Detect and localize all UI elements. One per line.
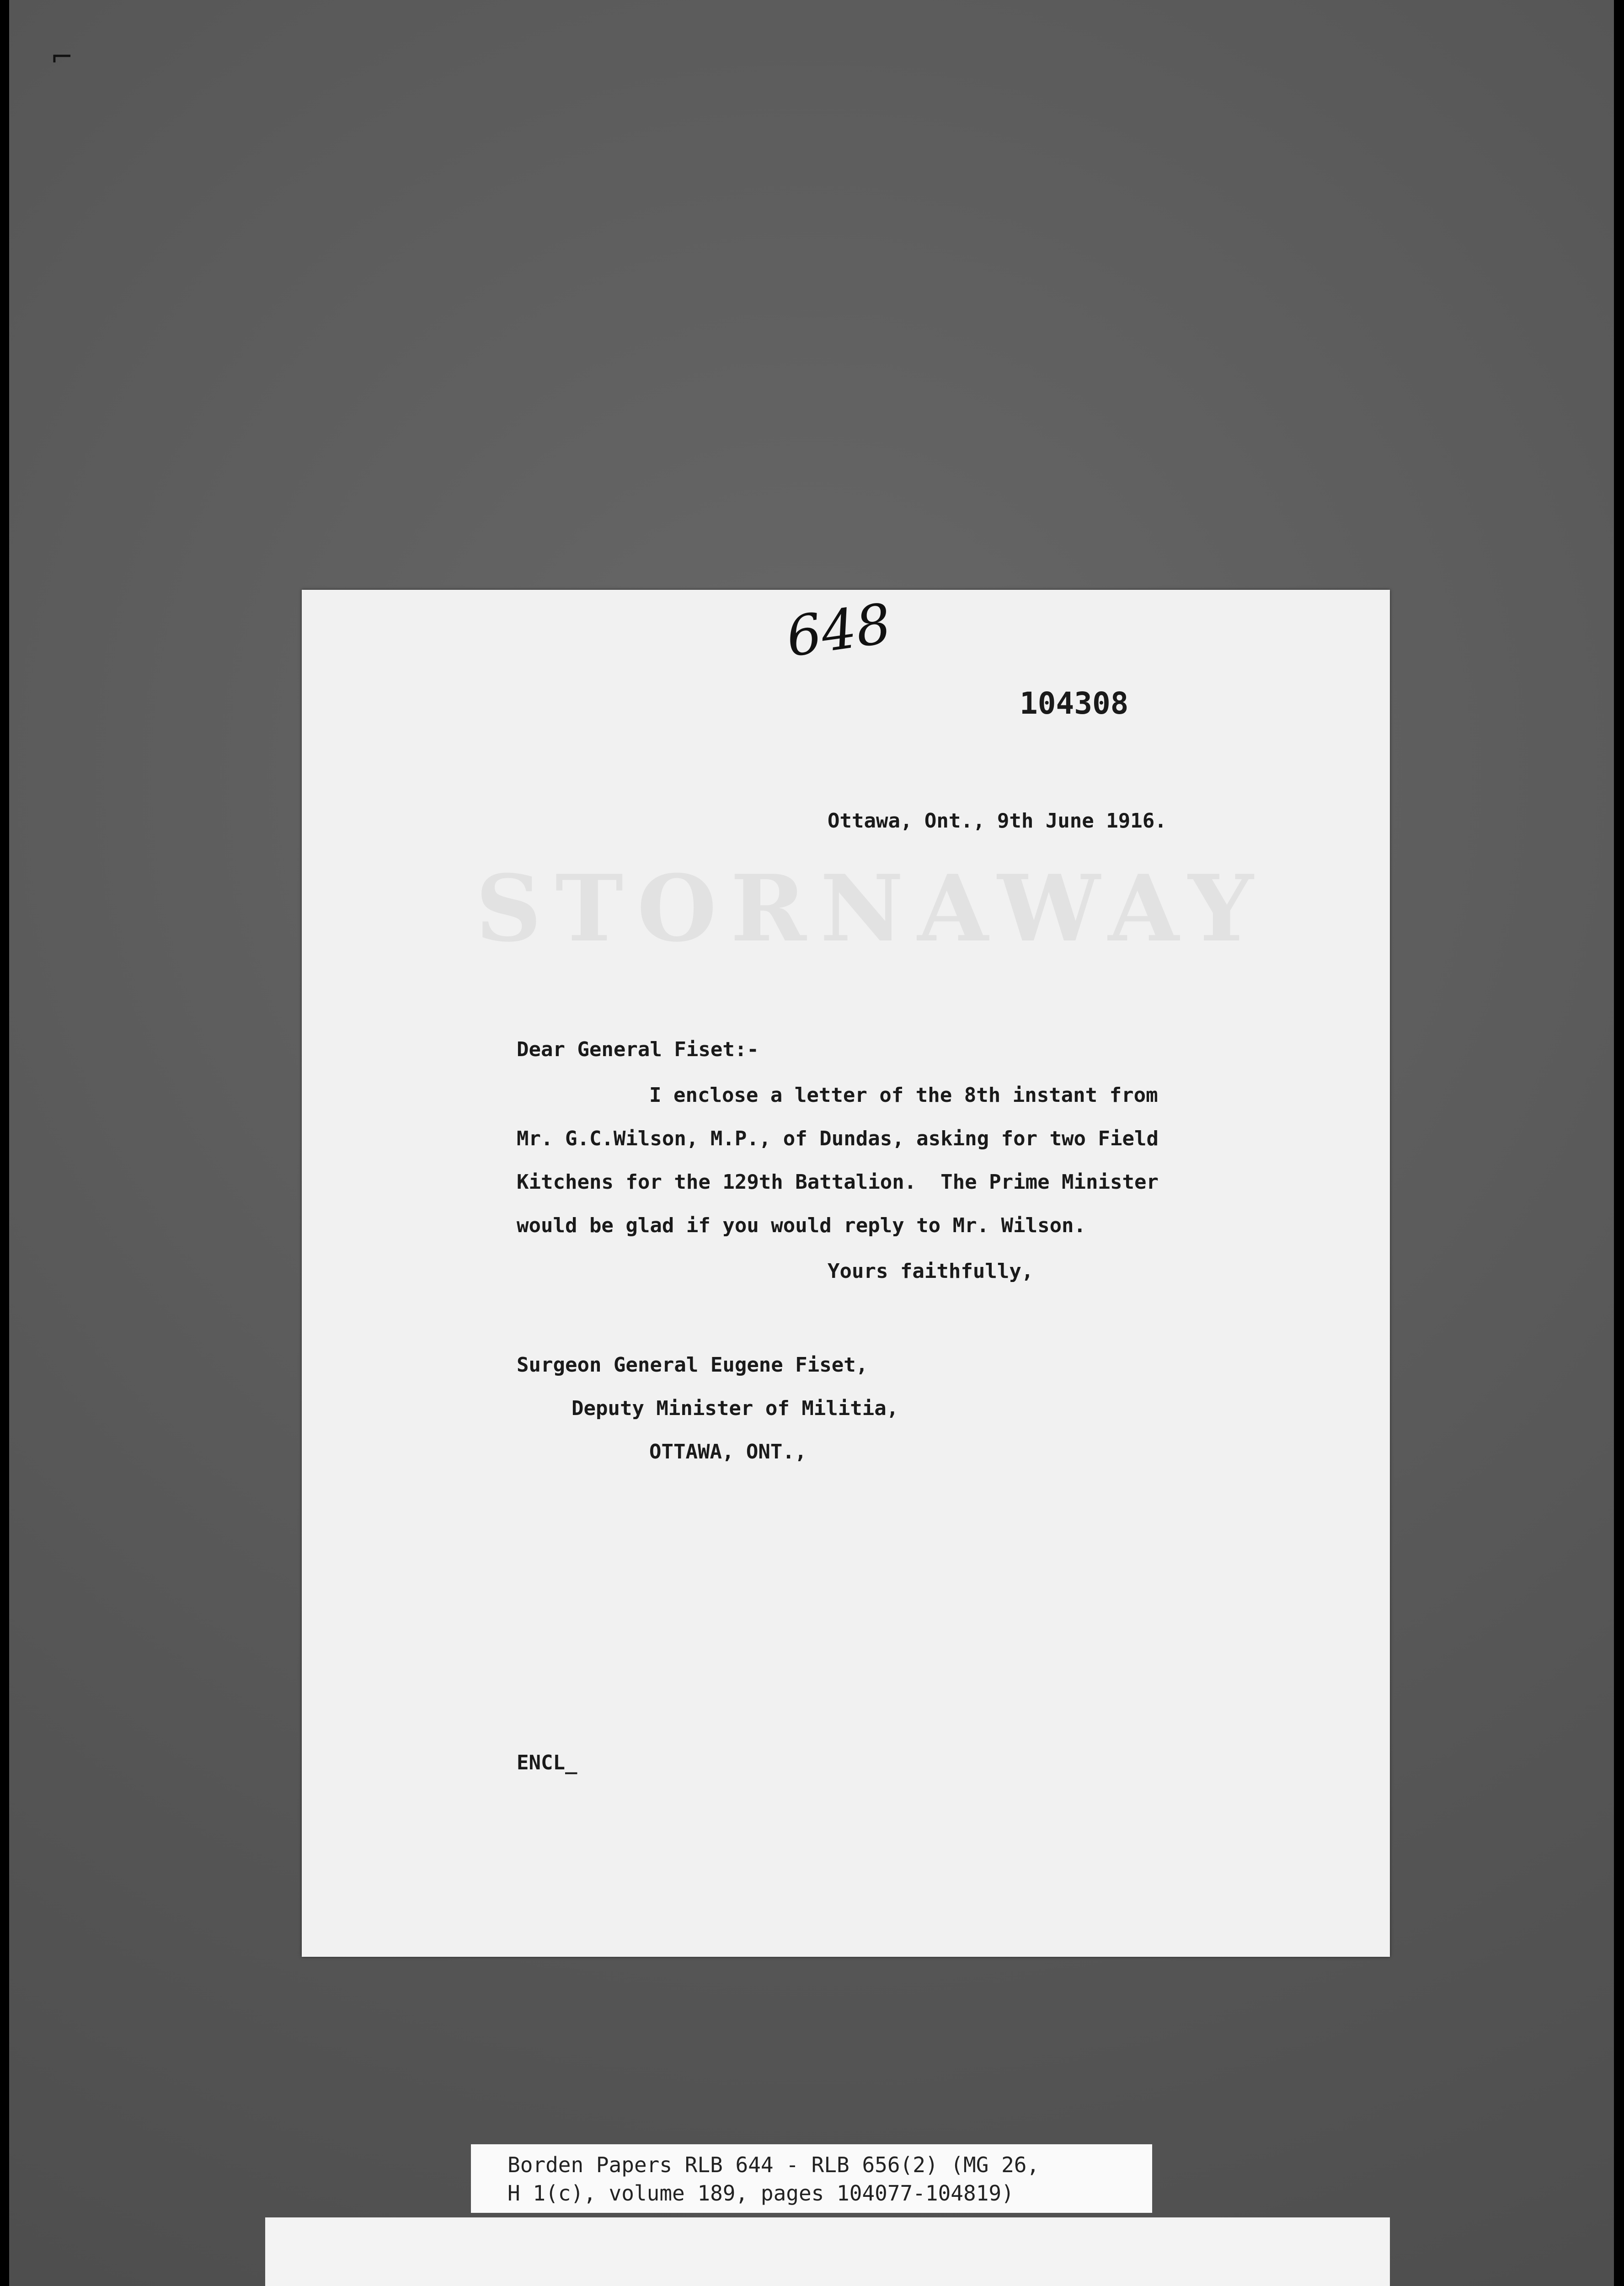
handwritten-page-number: 648 (782, 592, 895, 670)
body-line: Kitchens for the 129th Battalion. The Prime Minister (517, 1170, 1159, 1194)
closing: Yours faithfully, (828, 1260, 1034, 1283)
microfilm-frame (9, 0, 1614, 2286)
addressee-line: OTTAWA, ONT., (649, 1440, 807, 1463)
document-number: 104308 (1020, 686, 1129, 721)
salutation: Dear General Fiset:- (517, 1038, 759, 1061)
letterhead-watermark: STORNAWAY (475, 855, 1267, 962)
reference-label-line: Borden Papers RLB 644 - RLB 656(2) (MG 26, (508, 2152, 1040, 2177)
reference-label-line: H 1(c), volume 189, pages 104077-104819) (508, 2181, 1014, 2206)
corner-mark-icon: ⌐ (50, 41, 74, 73)
addressee-line: Surgeon General Eugene Fiset, (517, 1353, 868, 1377)
body-line: I enclose a letter of the 8th instant from (649, 1084, 1158, 1107)
reference-label (471, 2144, 1152, 2213)
date-line: Ottawa, Ont., 9th June 1916. (828, 809, 1167, 833)
body-line: would be glad if you would reply to Mr. Wilson. (517, 1214, 1086, 1237)
addressee-line: Deputy Minister of Militia, (572, 1397, 899, 1420)
letter-page (302, 590, 1390, 1957)
archive-card (265, 2217, 1390, 2286)
enclosure-note: ENCL_ (517, 1751, 577, 1774)
body-line: Mr. G.C.Wilson, M.P., of Dundas, asking for two Field (517, 1127, 1159, 1150)
